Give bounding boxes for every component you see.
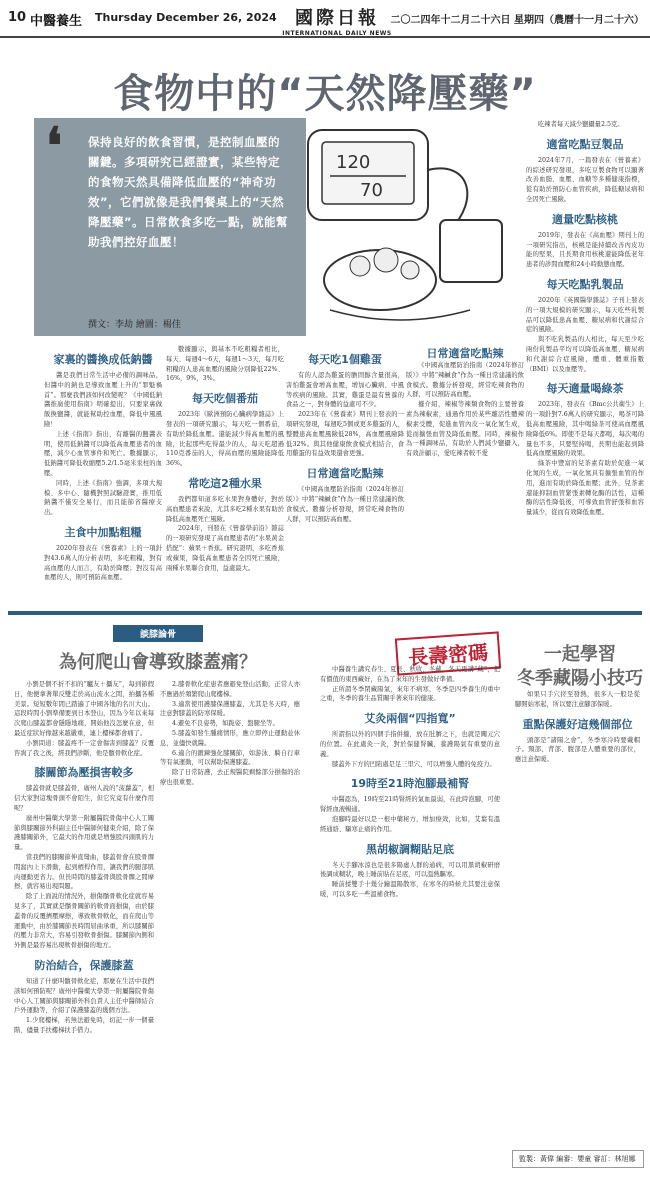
top-col-3 — [286, 345, 404, 607]
top-col-4 — [406, 345, 524, 607]
section-paragraph: 上述《指南》指出，有離醫的鹽醬表明，使用低鈉醬可以降低高血壓患者的血壓，減少心血管事件和死亡。數據顯示，低鈉醬可降低收縮壓5.2/1.5毫米汞柱的血壓。 — [44, 430, 162, 477]
quote-box — [34, 118, 306, 336]
section-divider — [8, 611, 642, 615]
bottom-col-3 — [320, 665, 500, 1135]
section-paragraph: 膝蓋外下方的凹陷處是足三里穴，可以增強人體的免疫力。 — [332, 760, 496, 768]
section-heading: 黑胡椒調糊貼足底 — [366, 842, 454, 856]
section-paragraph: 醬是我們日常生活中必備的調味品，但醬中的鈉也是導致血壓上升的“罪魁禍首”。那麼我們該如何改變呢？《中國低鈉醬推廣使用指南》明確提出，只要家裏做飯換鹽醬，就能幫助控血壓，降低中風風險！ — [44, 372, 162, 428]
section-paragraph: 據介紹，辣椒等辣類食物的主要營養素為辣椒素，通過作用於某些離活性體辣椒素受體，促進血管內皮一氧化氮生成，從而擴張血管及降低血壓。同時，辣椒作為一種調味品，有助於人們減少鹽攝入，有效計顧示，愛吃辣者較不愛 — [406, 401, 524, 458]
masthead-en: INTERNATIONAL DAILY NEWS — [282, 30, 392, 37]
bottom-col-2 — [160, 680, 300, 1150]
date-en: Thursday December 26, 2024 — [95, 11, 277, 24]
section-paragraph: 2019年，發表在《高血壓》期刊上的一項研究指出，核桃是能持續改善內皮功能的堅果，且長期食用核桃還能降低老年患者的診間血壓和24小時動態血壓。 — [526, 231, 644, 269]
section-heading: 每天吃個番茄 — [192, 392, 258, 406]
illustration — [300, 120, 508, 330]
section-paragraph: 冬天手腳冰涼也是很多陽虛人群的通病，可以用黑胡椒研磨後調成糊狀，晚上睡前貼在足底，可以溫熱驅寒。 — [320, 861, 500, 879]
section-paragraph: 如果只手穴搓至發熱，很多人一般是從腳開始寒起，所以要注意腳部保暖。 — [515, 691, 640, 708]
section-paragraph: 《中國高血壓防治指南（2024年修訂版）》中將“辣鹹食”作為一種日常建議的飲食模式。數據分析發現，經常吃辣食物的人群，可以預防高血壓。 — [406, 362, 524, 399]
page-title: 食物中的“天然降壓藥” — [113, 71, 537, 117]
quote-credit: 撰文：李劫 繪圖：楊佳 — [88, 320, 181, 330]
section-paragraph: 廣州中醫藥大學第一附屬醫院骨傷中心人工關節與膝關節外科副主任中醫師何健東介紹，除了保護膝關節外，它最大的作用就是增強股四頭肌的力量。 — [14, 814, 154, 852]
section-paragraph: 小劉是個不折不扣的“驢友＋攝友”，每到節假日，他便拿著單反雙走於高山流水之間，拍攝各種美景。短短數年間已踏遍了中國各地的名川大山。這段時間小劉準備要到日本登山，因為今年以來每次爬山膝蓋都會隱隱地痛，開始他沒怎麼在意，但最近症狀好像越來越嚴重，連上樓梯都會痛了。 — [14, 681, 154, 737]
talk-title: 為何爬山會導致膝蓋痛？ — [59, 652, 257, 673]
section-paragraph: 2.膝骨軟化症患者應避免登山活動，正常人亦不應過於頻繁爬山爬樓梯。 — [160, 681, 300, 698]
section-heading: 每天吃1個雞蛋 — [308, 353, 382, 366]
section-paragraph: 綠茶中豐富的兒茶素有助於促進一氧化氮的生成，一氧化氮具有擴張血管的作用，進而有助於降低血壓；此外，兒茶素還能抑制血管緊張素轉化酶的活性，這種酶的活性降低後，可導致血管舒張和血容量減少，從而有效降低血壓。 — [526, 460, 644, 517]
section-paragraph: 除了日常防護，去正規醫院剩餘部分損傷的治療也很重要。 — [160, 769, 300, 786]
section-paragraph: 數據顯示，與基本不吃粗糧者相比，每天、每週4～6天，每週1～3天，每月吃粗糧的人患高血壓的風險分別降低22%、16%，9%，3%。 — [166, 346, 284, 383]
section-paragraph: 2024年7月，一篇發表在《營養素》的綜述研究發現，多吃豆製食物可以顯著改善血脂、血壓、血糖等多種健康指標，從有助於預防心血管疾病，降低糖尿病和全因死亡風險。 — [526, 156, 644, 203]
section-heading: 重點保護好這幾個部位 — [522, 717, 633, 731]
date-cn: 二〇二四年十二月二十六日 星期四（農曆十一月二十六） — [390, 15, 644, 26]
quote-mark-icon: ❛ — [46, 116, 63, 175]
editor-credit: 監製：黃偉 編審：嬰童 審訂：林旭娜 — [512, 1150, 644, 1168]
section-paragraph: 6.適合的鍛鍊強化膝關節，如游泳、騎自行車等有氧運動，可以幫助保護膝蓋。 — [160, 749, 300, 767]
section-heading: 每天吃點乳製品 — [546, 277, 624, 291]
section-paragraph: 知道了什麼叫髕骨軟化症，那麼在生活中我們該如何預防呢？廣州中醫藥大學第一附屬醫院骨傷中心人工關節與膝關節外科負責人主任中醫師結合戶外運動等，介紹了保護膝蓋的幾個方法。 — [14, 977, 154, 1015]
section-paragraph: 2020年發表在《營養素》上的一項針對43.6萬人的分析表明，多吃粗糧，對有高血壓的人而言，有助於降壓；對沒有高血壓的人，則可預防高血壓。 — [44, 544, 162, 582]
section-paragraph: 《中國高血壓防治指南（2024年修訂版）》中將“辣鹹食”作為一種日常建議的飲食模式。數據分析發現，經常吃辣食物的人群，可以預防高血壓。 — [286, 486, 404, 523]
section-paragraph: 2024年，刊發在《營養學前沿》雜誌的一項研究發現了高血壓患者的“水果黃金搭配”：蘋果＋香蕉。研究證明，多吃香蕉或蘋果，降低高血壓患者全因死亡風險，兩種水果聯合食用，益處最大。 — [166, 525, 284, 572]
section-heading: 艾灸兩個“四指寬” — [364, 712, 456, 726]
section-paragraph: 頭部是“諸陽之會”，冬季寒冷時要戴帽子。頸部、背部、腹部是人體重要的部位，應注意保暖。 — [515, 736, 640, 764]
section-paragraph: 2020年《英國醫學雜誌》子刊上發表的一項大規模的研究顯示，每天吃些乳製品可以降低患高血壓、糖尿病和代謝綜合症的風險。 — [526, 296, 644, 334]
masthead — [282, 4, 392, 37]
section-paragraph: 除了上面說的情況外，損傷髕骨軟化症就容易見多了，其實就是髕骨關節的軟骨面損傷，由於膝蓋骨的反覆擠壓摩擦，導致軟骨軟化，而在爬山等運動中，由於膝關節長時間屈曲承重，所以膝關節的壓力非常大，容易引發軟骨損傷。膝關節內側和外側是最容易出現軟骨損傷的地方。 — [14, 893, 154, 950]
section-paragraph: 吃辣者每天減少鹽攝量2.5克。 — [538, 121, 624, 128]
section-heading: 主食中加點粗糧 — [64, 525, 142, 539]
section-paragraph: 5.膝蓋如發生腫痛情形，應立即停止運動並休息，並儘快就醫。 — [160, 729, 300, 747]
bp-dia: 70 — [360, 180, 383, 201]
page-number: 10 — [8, 10, 27, 25]
longevity-seal: 長壽密碼 — [395, 631, 501, 675]
top-col-5 — [526, 120, 644, 607]
section-heading: 常吃這2種水果 — [188, 476, 262, 490]
section-heading: 膝關節為壓損害較多 — [34, 766, 134, 780]
section-paragraph: 睡前揉雙手十幾分鐘溫陽散寒，在寒冬的時候尤其要注意保暖，可以多吃一些溫補食物。 — [320, 881, 500, 898]
section-paragraph: 小劉問道：膝蓋疼不一定會傷害到膝蓋？反覆咨詢了我之後，經我們診斷，他是髕骨軟化症。 — [14, 739, 154, 757]
section-name: 中醫養生 — [30, 14, 83, 29]
section-heading: 日常適當吃點辣 — [426, 347, 504, 360]
section-heading: 家裏的醬換成低鈉醬 — [53, 353, 153, 366]
section-heading: 19時至21時泡腳最補腎 — [350, 777, 470, 791]
long-title-2: 冬季藏陽小技巧 — [517, 668, 643, 689]
top-col-2 — [166, 345, 284, 607]
section-paragraph: 我們都知道多吃水果對身體好，對於高血壓患者來說，尤其多吃2種水果有助於降低高血壓死亡風險。 — [166, 495, 284, 523]
section-paragraph: 中醫認為，19時至21時腎經的氣血最弱，在此時泡腳，可使腎經血液暢通。 — [320, 796, 500, 814]
section-paragraph: 3.適當使用護膝保護膝蓋，尤其是冬天時，應注意對膝蓋的防寒保暖。 — [160, 700, 300, 718]
section-heading: 每天適量喝綠茶 — [546, 382, 624, 396]
section-heading: 日常適當吃點辣 — [306, 467, 384, 481]
section-paragraph: 同時，上述《指南》強調，多項大規模、多中心、隨機對照試驗證實，推用低鈉醬不僅安全易行，而且能節省醫療支出。 — [44, 479, 162, 517]
section-paragraph: 所謂指以外的四個手指併攏，放在肚臍之下，也就是關元穴的位置。在此處灸一灸，對於保健腎臟，養護陽氣有重要的意義。 — [320, 731, 500, 758]
masthead-cn: 國際日報 — [295, 8, 379, 29]
talk-header — [8, 625, 308, 674]
bottom-col-1 — [14, 680, 154, 1150]
section-heading: 防治結合，保護膝蓋 — [34, 958, 134, 972]
talk-tag: 談膝論骨 — [113, 625, 203, 642]
section-paragraph: 2023年《歐洲預防心臟病學雜誌》上發表的一項研究顯示，每天吃一個番茄，有助於降低血壓。還能減少得高血壓的風險，比起那些吃得最少的人，每天吃超過110克番茄的人，得高血壓的風險能降低36%。 — [166, 411, 284, 468]
section-paragraph: 4.避免不良姿勢，如跪姿、盤腿坐等。 — [172, 720, 279, 728]
section-heading: 適量吃點核桃 — [552, 212, 618, 226]
long-title-1: 一起學習 — [544, 644, 616, 665]
section-paragraph: 當我們的膝關節伸直彎曲，膝蓋骨會在股骨髁間窩內上下滑動，起到槓桿作用，讓我們的腿部肌肉運動更省力。但長時間的膝蓋骨與股骨髁之間摩擦，就容易出現問題。 — [14, 853, 154, 891]
section-paragraph: 2023年，發表在《Bmc公共衛生》上的一項針對7.6萬人的研究顯示，喝茶可降低高血壓風險，其中喝綠茶可使高血壓風險降低6%。即使不是每天都喝，每次喝的量也不多，只要堅持喝，長期也能起到降低高血壓風險的效果。 — [526, 401, 644, 458]
section-paragraph: 膝蓋骨就是膝蓋骨，廣州人說的“菠蘿蓋”，相信大家對這塊骨頭不會陌生，但它究竟有什麼作用呢？ — [14, 785, 154, 812]
top-col-1 — [44, 345, 162, 607]
bottom-col-4 — [515, 690, 640, 1145]
section-heading: 適當吃點豆製品 — [546, 137, 624, 151]
section-paragraph: 與不吃乳製品的人相比，每天至少吃兩份乳製品平均可以降低高血壓、糖尿病和代謝綜合症風險，體重、體重指數（BMI）以及血壓等。 — [526, 336, 644, 373]
section-paragraph: 2023年在《營養素》期刊上發表的一項研究發現，每週吃5個或更多雞蛋的人，整體患高血壓風險低28%，高血壓風險降低32%。與其他健康飲食模式相結合，食用雞蛋的有益效果還會更強。 — [286, 411, 404, 458]
section-paragraph: 正所謂冬季閉藏陽氣，來年不病寒，冬季是四季養生的重中之重，冬季的養生品質關乎著來年的健康。 — [320, 685, 500, 703]
bp-sys: 120 — [336, 152, 371, 173]
section-paragraph: 泡腳時最好以是一根中藥秘方，增加療效，比如，艾葉有溫經通絡、驅寒止痛的作用。 — [320, 815, 500, 833]
section-paragraph: 1.少爬樓梯，若無法避免時，切記一步一個臺階，儘量手扶樓梯扶手借力。 — [14, 1017, 154, 1034]
section-paragraph: 中醫養生講究春生、夏長、秋收、冬藏，冬天更講“藏”，把有價值的東西藏好，在為了來年的生發做好準備。 — [320, 666, 500, 683]
section-paragraph: 有的人認為雞蛋的膽固醇含量很高，害怕雞蛋會增高血壓，增加心臟病、中風等疾病的風險。其實，雞蛋是最有營養的食品之一，對身體的益處可不少。 — [286, 372, 404, 409]
quote-text: 保持良好的飲食習慣，是控制血壓的關鍵。多項研究已經證實，某些特定的食物天然具備降低血壓的“神奇功效”，它們就像是我們餐桌上的“天然降壓藥”。日常飲食多吃一點，就能幫助我們控好血壓！ — [88, 135, 289, 249]
